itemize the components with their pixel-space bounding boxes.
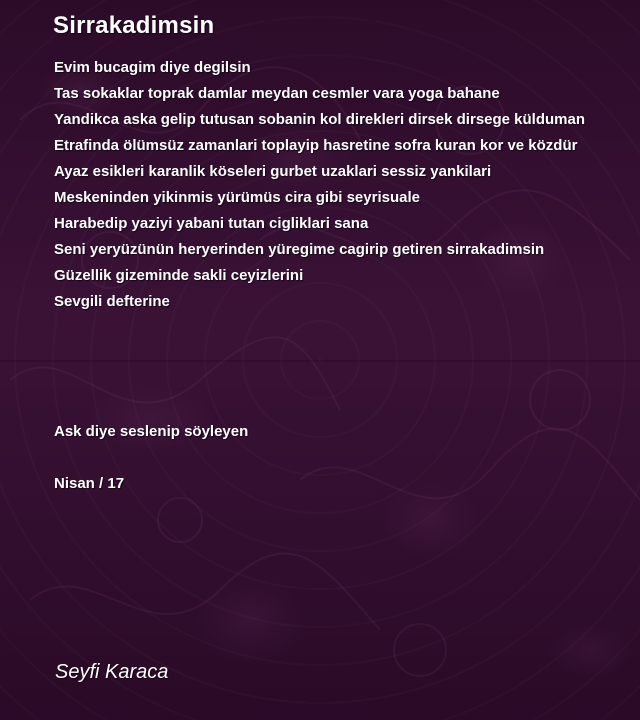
poem-line: Meskeninden yikinmis yürümüs cira gibi seyrisuale [54,189,420,206]
stanza-gap [54,445,634,471]
poem-line: Seni yeryüzünün heryerinden yüregime cagirip getiren sirrakadimsin [54,241,545,258]
poem-line: Evim bucagim diye degilsin [54,59,251,76]
closing-line: Ask diye seslenip söyleyen [54,423,249,440]
poem-line: Yandikca aska gelip tutusan sobanin kol direkleri dirsek dirsege külduman [54,111,586,128]
poem-body [54,55,634,497]
poem-date: Nisan / 17 [54,475,125,492]
stanza-gap [54,367,634,393]
poem-line: Ayaz esikleri karanlik köseleri gurbet uzaklari sessiz yankilari [54,163,492,180]
poem-line: Etrafinda ölümsüz zamanlari toplayip hasretine sofra kuran kor ve közdür [54,137,578,154]
poem-line: Harabedip yaziyi yabani tutan cigliklari sana [54,215,369,232]
poem-title: Sirrakadimsin [53,12,215,39]
stanza-gap [54,393,634,419]
poem-line: Güzellik gizeminde sakli ceyizlerini [54,267,304,284]
stanza-gap [54,341,634,367]
stanza-gap [54,315,634,341]
poem-author: Seyfi Karaca [55,661,169,683]
poem-line: Tas sokaklar toprak damlar meydan cesmler vara yoga bahane [54,85,500,102]
poem-line: Sevgili defterine [54,293,170,310]
